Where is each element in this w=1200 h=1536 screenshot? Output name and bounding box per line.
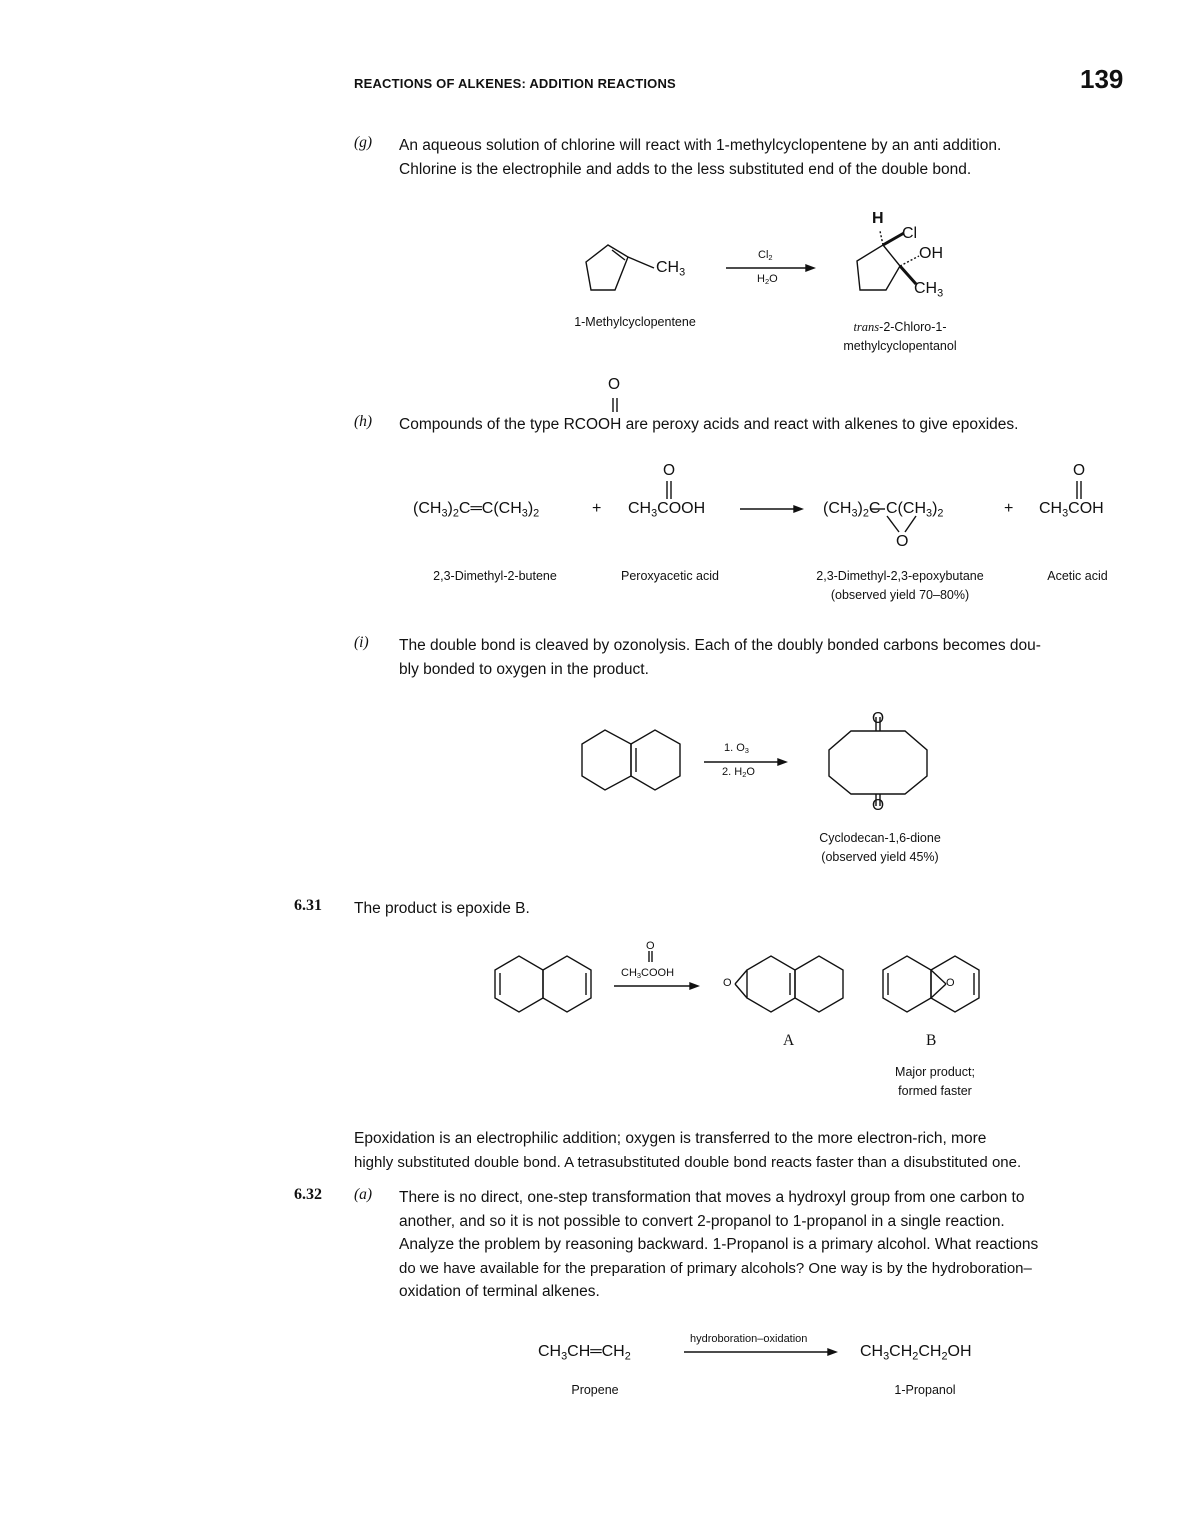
problem-631-number: 6.31 [294,897,322,914]
part-i-label: (i) [354,634,369,651]
epoxide-a-oxygen: O [723,977,732,989]
acetic-acid-formula: $CH_3COH$ [1039,500,1104,520]
reagent-h2o: $H_2O$ [757,273,778,287]
part-i-line-2: bly bonded to oxygen in the product. [399,660,649,678]
propene-formula: $CH_3CH═CH_2$ [538,1343,631,1363]
reagent-631-formula: $CH_3COOH$ [621,967,675,981]
problem-632-label: (a) [354,1186,373,1203]
reagent-cl2: $Cl_2$ [758,249,773,263]
reagent-631-o: O [646,940,655,952]
peracid-o: O [663,462,676,479]
epoxide-b-oxygen: O [946,977,955,989]
part-h-text: Compounds of the type RCOOH are peroxy acids and react with alkenes to give epoxides. [399,416,1019,433]
reagent-ozone: 1. $O_3$ [724,742,749,756]
cyclodecanedione-structure [829,717,927,806]
reactant2-name-h: Peroxyacetic acid [621,569,719,583]
plus-sign-1: + [592,500,602,517]
rcooh-carbonyl-o: O [608,376,621,393]
part-g-line-2: Chlorine is the electrophile and adds to the less substituted end of the double bond. [399,160,972,178]
problem-632-line-1: There is no direct, one-step transformation that moves a hydroxyl group from one carbon to [399,1189,1025,1206]
epoxide-oxygen: O [896,533,909,550]
epoxide-left-formula: $(CH_3)_2C$ [823,500,881,520]
atom-oh: OH [919,245,943,262]
epoxide-a-structure [735,956,843,1012]
problem-632-line-2: another, and so it is not possible to convert 2-propanol to 1-propanol in a single reaction. [399,1212,1005,1230]
b-note: Major product; formed faster [895,1065,975,1098]
dione-o-top: O [872,710,885,727]
part-h-label: (h) [354,413,373,430]
reactant-name-g: 1-Methylcyclopentene [574,315,696,329]
peroxyacetic-acid-formula: $CH_3COOH$ [628,500,706,520]
acetic-acid-o: O [1073,462,1086,479]
problem-631-explanation [354,1127,1129,1174]
plus-sign-2: + [1004,500,1014,517]
product-ch3: $CH_3$ [914,280,944,300]
problem-632-line-5: oxidation of terminal alkenes. [399,1283,600,1300]
running-head: REACTIONS OF ALKENES: ADDITION REACTIONS [354,76,676,91]
hexahydronaphthalene-structure [495,956,591,1012]
product1-name-h: 2,3-Dimethyl-2,3-epoxybutane (observed yield 70–80%) [816,569,984,602]
octalin-structure [582,730,680,790]
product2-name-h: Acetic acid [1047,569,1108,583]
epoxide-b-structure [883,956,979,1012]
page-number: 139 [1080,64,1124,94]
part-g-label: (g) [354,134,373,151]
product-name-g: trans-2-Chloro-1- methylcyclopentanol [843,320,957,353]
problem-632-line-3: Analyze the problem by reasoning backward. 1-Propanol is a primary alcohol. What reactions [399,1236,1039,1253]
reactant1-name-h: 2,3-Dimethyl-2-butene [433,569,557,583]
label-b: B [926,1032,937,1049]
product-name-i: Cyclodecan-1,6-dione (observed yield 45%) [819,831,941,864]
epoxide-right-formula: $C(CH_3)_2$ [886,500,944,520]
problem-632-line-4: do we have available for the preparation of primary alcohols? One way is by the hydroboration– [399,1259,1032,1277]
atom-cl: Cl [902,225,918,242]
propanol-formula: $CH_3CH_2CH_2OH$ [860,1343,972,1363]
methylcyclopentene-structure [586,245,654,290]
problem-632-number: 6.32 [294,1186,322,1203]
part-i-line-1: The double bond is cleaved by ozonolysis. Each of the doubly bonded carbons becomes dou- [399,637,1041,654]
part-g-line-1: An aqueous solution of chlorine will react with 1-methylcyclopentene by an anti addition. [399,137,1002,154]
label-a: A [783,1032,795,1049]
arrow-label-632: hydroboration–oxidation [690,1333,808,1345]
reagent-water: 2. $H_2O$ [722,766,755,780]
problem-631-text: The product is epoxide B. [354,900,530,917]
problem-632-text [399,1186,1129,1304]
dione-o-bottom: O [872,797,885,814]
tetramethylethylene-formula: $(CH_3)_2C═C(CH_3)_2$ [413,500,540,520]
explanation-line-2: highly substituted double bond. A tetrasubstituted double bond reacts faster than a disubstituted one. [354,1153,1022,1171]
atom-h: H [872,210,884,227]
propene-name: Propene [571,1383,619,1397]
explanation-line-1: Epoxidation is an electrophilic addition; oxygen is transferred to the more electron-rich, more [354,1130,987,1147]
propanol-name: 1-Propanol [894,1383,956,1397]
part-g-ch3: $CH_3$ [656,259,686,279]
part-i-text [399,634,1129,681]
